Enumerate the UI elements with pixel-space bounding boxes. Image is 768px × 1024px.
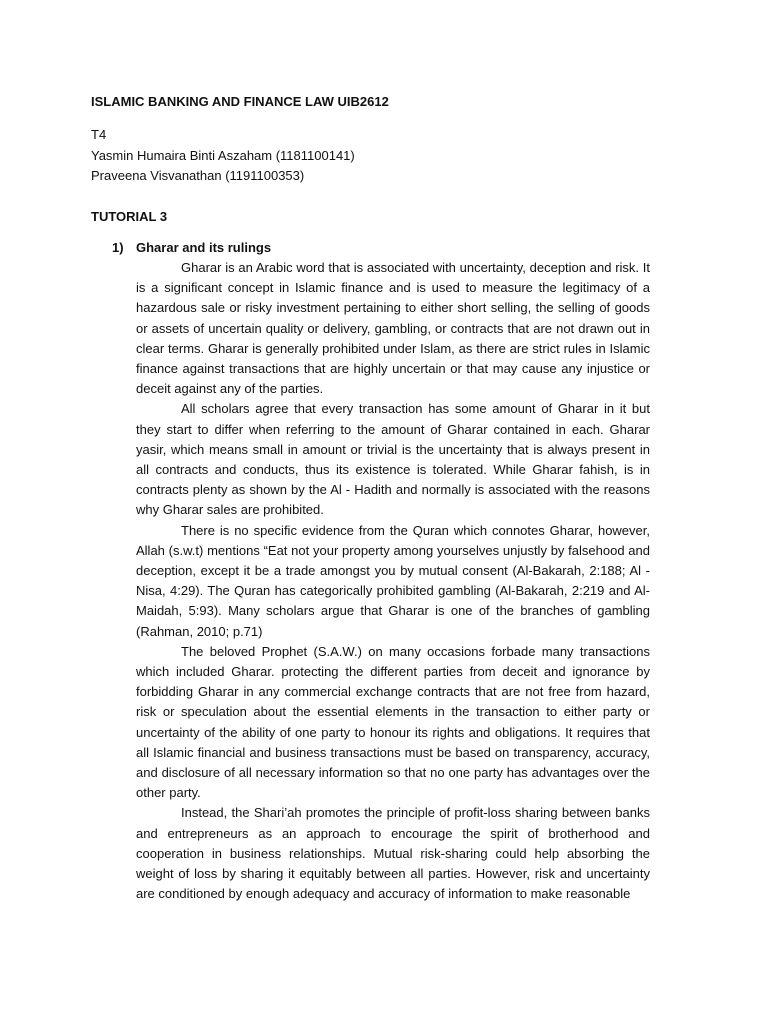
author-line: Yasmin Humaira Binti Aszaham (1181100141) xyxy=(91,148,355,163)
section-body xyxy=(136,258,650,905)
section-title: Gharar and its rulings xyxy=(136,240,272,255)
paragraph: There is no specific evidence from the Quran which connotes Gharar, however, Allah (s.w.t) mentions “Eat not your property among yourselves unjustly by falsehood and deception, except it be a trade amongst you by mutual consent (Al-Bakarah, 2:188; Al - Nisa, 4:29). The Quran has categorically prohibited gambling (Al-Bakarah, 2:219 and Al- Maidah, 5:93). Many scholars argue that Gharar is one of the branches of gambling (Rahman, 2010; p.71) xyxy=(136,522,650,639)
group-label: T4 xyxy=(91,127,107,142)
author-line: Praveena Visvanathan (1191100353) xyxy=(91,168,305,183)
paragraph: All scholars agree that every transaction has some amount of Gharar in it but they start to differ when referring to the amount of Gharar contained in each. Gharar yasir, which means small in amount or trivial is the uncertainty that is always present in all contracts and conducts, thus its existence is tolerated. While Gharar fahish, is in contracts plenty as shown by the Al - Hadith and normally is associated with the reasons why Gharar sales are prohibited. xyxy=(136,401,650,518)
course-title: ISLAMIC BANKING AND FINANCE LAW UIB2612 xyxy=(91,94,389,109)
paragraph: Gharar is an Arabic word that is associated with uncertainty, deception and risk. It is a significant concept in Islamic finance and is used to measure the legitimacy of a hazardous sale or risky investment pertaining to either short selling, the selling of goods or assets of uncertain quality or delivery, gambling, or contracts that are not drawn out in clear terms. Gharar is generally prohibited under Islam, as there are strict rules in Islamic finance against transactions that are highly uncertain or that may cause any injustice or deceit against any of the parties. xyxy=(136,260,650,397)
section-heading xyxy=(112,238,271,258)
tutorial-heading: TUTORIAL 3 xyxy=(91,209,168,224)
paragraph: Instead, the Shari’ah promotes the principle of profit-loss sharing between banks and entrepreneurs as an approach to encourage the spirit of brotherhood and cooperation in business relationships. Mutual risk-sharing could help absorbing the weight of loss by sharing it equitably between all parties. However, risk and uncertainty are conditioned by enough adequacy and accuracy of information to make reasonable xyxy=(136,805,650,902)
section-number: 1) xyxy=(112,240,124,255)
paragraph: The beloved Prophet (S.A.W.) on many occasions forbade many transactions which included Gharar. protecting the different parties from deceit and ignorance by forbidding Gharar in any commercial exchange contracts that are not free from hazard, risk or speculation about the essential elements in the transaction to either party or uncertainty of the ability of one party to honour its rights and obligations. It requires that all Islamic financial and business transactions must be based on transparency, accuracy, and disclosure of all necessary information so that no one party has advantages over the other party. xyxy=(136,643,650,801)
